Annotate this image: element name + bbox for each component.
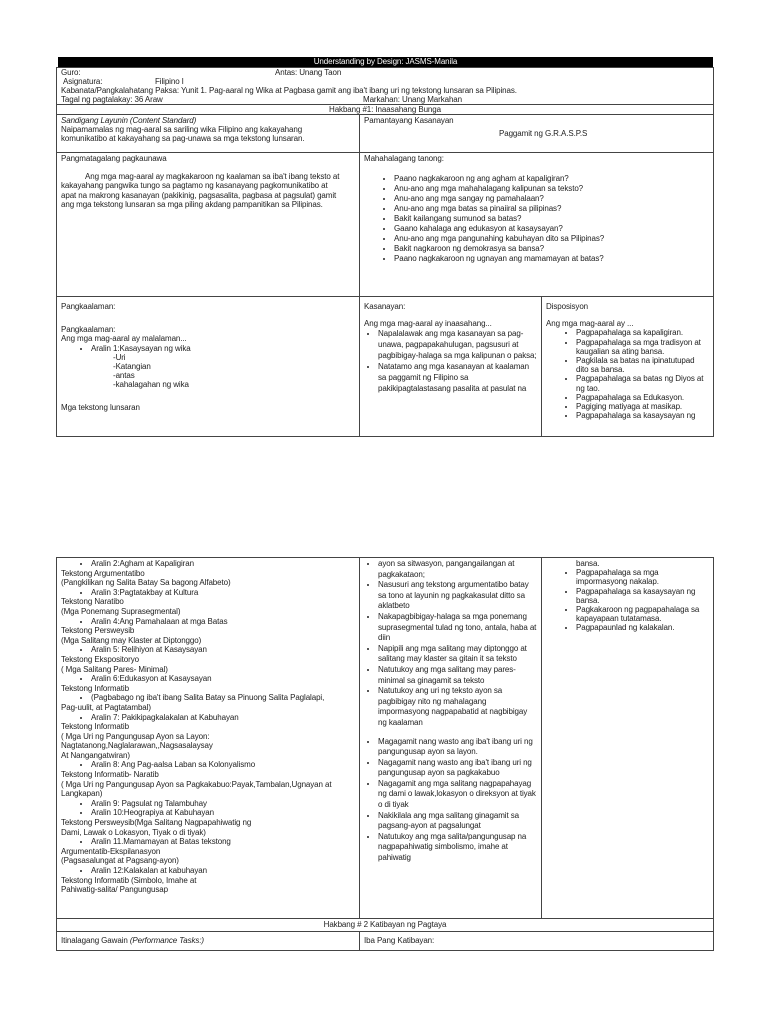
itinalagang-label: Itinalagang Gawain: [61, 936, 128, 945]
page-one: [56, 57, 714, 437]
list-item: • Anu-ano ang mga sangay ng pamahalaan?: [394, 194, 709, 204]
lesson-bullet-item: • Aralin 3:Pagtatakbay at Kultura: [91, 588, 355, 598]
mahalagang-cell: [360, 153, 713, 296]
lesson-bullet-item: • Aralin 4:Ang Pamahalaan at mga Batas: [91, 617, 355, 627]
lesson-line: Tekstong Persweysib(Mga Salitang Nagpapahiwatig ng: [61, 818, 252, 828]
pangkaalaman-cell: [57, 297, 360, 436]
pangmatagalang-line-3: apat na makrong kasanayan (pakikinig, pagsasalita, pagbasa at pagsulat) gamit: [61, 190, 337, 200]
sandigang-cell: [57, 115, 360, 152]
kasanayan-cell: [360, 297, 542, 436]
step1-title: Hakbang #1: Inaasahang Bunga: [329, 105, 441, 114]
lesson-line: (Mga Salitang may Klaster at Diptonggo): [61, 635, 202, 645]
iba-cell: [360, 932, 713, 950]
disposisyon-cell: [542, 297, 713, 436]
asignatura-value: Filipino I: [155, 77, 184, 86]
continued-row: [57, 558, 713, 918]
aralin-list: [61, 344, 355, 353]
lesson-line: Tekstong Informatib: [61, 683, 129, 693]
lesson-line: Tekstong Ekspositoryo: [61, 654, 139, 664]
lesson-line: (Mga Ponemang Suprasegmental): [61, 606, 181, 616]
pangmatagalang-label: Pangmatagalang pagkaunawa: [61, 154, 167, 163]
sub-item: -Katangian: [113, 362, 151, 372]
lesson-line: Argumentatib-Ekspilanasyon: [61, 846, 161, 856]
list-item: • Natutukoy ang mga salita/pangungusap na nagpapahiwatig simbolismo, imahe at pahiwatig: [378, 832, 537, 864]
disposisyon-label: Disposisyon: [546, 302, 589, 311]
lesson-line: Tekstong Naratibo: [61, 597, 124, 607]
antas-label: Antas: Unang Taon: [275, 68, 342, 77]
list-item: • Magagamit nang wasto ang iba't ibang uri ng pangungusap ayon sa layon.: [378, 737, 537, 758]
sub-item: -kahalagahan ng wika: [113, 380, 189, 390]
pangmatagalang-line-1: Ang mga mag-aaral ay magkakaroon ng kaalaman sa iba't ibang teksto at: [85, 172, 340, 182]
values-first: bansa.: [576, 559, 600, 568]
list-item: • Anu-ano ang mga pangunahing kabuhayan dito sa Pilipinas?: [394, 234, 709, 244]
standards-row: [57, 114, 713, 152]
kasanayan-list: [364, 328, 537, 394]
lesson-line: ( Mga Uri ng Pangungusap Ayon sa Pagkakabuo:Payak,Tambalan,Ugnayan at: [61, 779, 332, 789]
mahalagang-label: Mahahalagang tanong:: [364, 154, 444, 163]
lesson-line: Tekstong Persweysib: [61, 626, 135, 636]
lesson-line: Tekstong Informatib: [61, 722, 129, 732]
list-item: • Natatamo ang mga kasanayan at kaalaman sa paggamit ng Filipino sa pakikipagtalastasang pasalita at pasulat na: [378, 361, 537, 394]
list-item: • Pagiging matiyaga at masikap.: [576, 402, 709, 411]
list-item: • Bakit nagkaroon ng demokrasya sa bansa?: [394, 244, 709, 254]
pangkaalaman-label: Pangkaalaman:: [61, 302, 116, 311]
list-item: • Nakapagbibigay-halaga sa mga ponemang suprasegmental tulad ng tono, antala, haba at diin: [378, 612, 537, 644]
understanding-row: [57, 152, 713, 296]
continued-table: [56, 557, 714, 951]
list-item: • Napalalawak ang mga kasanayan sa pag-unawa, pagpapakahulugan, pagsusuri at pagbibigay-halaga sa mga kalipunan o paksa;: [378, 328, 537, 361]
tagal-label: Tagal ng pagtalakay: 36 Araw: [61, 95, 163, 104]
list-item: • Pagkilala sa batas na ipinatutupad dito sa bansa.: [576, 356, 709, 374]
pangkaalaman-label-2: Pangkaalaman:: [61, 325, 116, 335]
list-item: • ayon sa sitwasyon, pangangailangan at pagkakataon;: [378, 559, 537, 580]
itinalagang-cell: [57, 932, 360, 950]
kabanata-line: Kabanata/Pangkalahatang Paksa: Yunit 1. Pag-aaral ng Wika at Pagbasa gamit ang iba't ibang uri ng tekstong lunsaran sa Pilipinas.: [61, 86, 517, 95]
lesson-bullet-item: • Aralin 5: Relihiyon at Kasaysayan: [91, 645, 355, 655]
sandigang-label: Sandigang Layunin (Content Standard): [61, 116, 197, 125]
list-item: • Natutukoy ang uri ng teksto ayon sa pagbibigay nito ng mahalagang impormasyong nagpapabatid at nagbibigay ng kaalaman: [378, 686, 537, 728]
asignatura-row: [61, 77, 713, 86]
header-block: [56, 67, 714, 105]
pangmatagalang-line-4: ang mga tekstong lunsaran sa mga piling akdang pampanitikan sa Pilipinas.: [61, 199, 323, 209]
list-item: • Pagpapahalaga sa batas ng Diyos at ng tao.: [576, 374, 709, 392]
lesson-line: Tekstong Informatib- Naratib: [61, 770, 159, 780]
document-title: Understanding by Design: JASMS-Manila: [58, 57, 713, 67]
lesson-line: ( Mga Uri ng Pangungusap Ayon sa Layon:: [61, 731, 210, 741]
list-spacer: [378, 729, 537, 737]
list-item: • Bakit kailangang sumunod sa batas?: [394, 214, 709, 224]
disposisyon-list: [546, 328, 709, 420]
list-item: • Pagpapahalaga sa mga impormasyong nakalap.: [576, 568, 709, 586]
lesson-bullet-item: • Aralin 11.Mamamayan at Batas tekstong: [91, 837, 355, 847]
kasanayan-label: Kasanayan:: [364, 302, 406, 311]
values-cell: [542, 558, 713, 918]
values-list: [546, 568, 709, 632]
performance-row: [57, 931, 713, 950]
list-item: • Pagpapahalaga sa mga tradisyon at kaugalian sa ating bansa.: [576, 338, 709, 356]
list-item: • Pagpapaunlad ng kalakalan.: [576, 623, 709, 632]
list-item: • Gaano kahalaga ang edukasyon at kasaysayan?: [394, 224, 709, 234]
kasanayan-intro: Ang mga mag-aaral ay inaasahang...: [364, 319, 492, 329]
list-item: • Pagpapahalaga sa kapaligiran.: [576, 328, 709, 337]
list-item: • Nagagamit ang mga salitang nagpapahayag ng dami o lawak,lokasyon o direksyon at tiyak o di tiyak: [378, 779, 537, 811]
lesson-bullet-item: • Aralin 9: Pagsulat ng Talambuhay: [91, 799, 355, 809]
step1-section: [56, 105, 714, 437]
mga-teksto: Mga tekstong lunsaran: [61, 402, 140, 412]
itinalagang-ital: (Performance Tasks:): [129, 936, 205, 945]
pangkaalaman-intro: Ang mga mag-aaral ay malalaman...: [61, 334, 187, 344]
lesson-bullet-item: • Aralin 10:Heograpiya at Kabuhayan: [91, 808, 355, 818]
pangmatagalang-cell: [57, 153, 360, 296]
lesson-bullet-item: • Aralin 8: Ang Pag-aalsa Laban sa Kolonyalismo: [91, 760, 355, 770]
list-item: • Pagkakaroon ng pagpapahalaga sa kapayapaan tutatamasa.: [576, 605, 709, 623]
lesson-bullet-item: • (Pagbabago ng iba't ibang Salita Batay sa Pinuong Salita Paglalapi,: [91, 693, 355, 703]
list-item: • Nagagamit nang wasto ang iba't ibang uri ng pangungusap ayon sa pagkakabuo: [378, 758, 537, 779]
step2-title: Hakbang # 2 Katibayan ng Pagtaya: [57, 918, 713, 931]
list-item: • Nasusuri ang tekstong argumentatibo batay sa tono at layunin ng pagkakasulat ditto sa aklatbeto: [378, 580, 537, 612]
disposisyon-intro: Ang mga mag-aaral ay ...: [546, 319, 634, 329]
list-item: • Anu-ano ang mga batas sa pinaiiral sa pilipinas?: [394, 204, 709, 214]
list-item: • Paano nagkakaroon ng ang agham at kapaligiran?: [394, 174, 709, 184]
asignatura-label: Asignatura:: [63, 77, 103, 86]
sandigang-text-2: komunikatibo at kakayahang sa pag-unawa sa mga tekstong lunsaran.: [61, 134, 305, 144]
lesson-line: At Nangangatwiran): [61, 750, 130, 760]
iba-label: Iba Pang Katibayan:: [364, 936, 435, 945]
skills-list: [364, 559, 537, 864]
lesson-line: Nagtatanong,Naglalarawan,,Nagsasalaysay: [61, 741, 213, 751]
list-item: • Pagpapahalaga sa kasaysayan ng bansa.: [576, 587, 709, 605]
markahan-label: Markahan: Unang Markahan: [363, 95, 462, 104]
page-two: [56, 557, 714, 951]
lesson-line: Tekstong Argumentatibo: [61, 568, 145, 578]
guro-row: [61, 68, 713, 77]
pamantayan-label: Pamantayang Kasanayan: [364, 116, 454, 125]
skills-cell: [360, 558, 542, 918]
tagal-row: [61, 95, 713, 104]
lesson-line: Langkapan): [61, 789, 103, 799]
sub-item: -antas: [113, 371, 135, 381]
sub-item: -Uri: [113, 352, 126, 362]
lesson-line: Dami, Lawak o Lokasyon, Tiyak o di tiyak): [61, 827, 206, 837]
knowledge-row: [57, 296, 713, 436]
list-item: • Napipili ang mga salitang may diptonggo at salitang may klaster sa gitain it sa teksto: [378, 644, 537, 665]
pamantayan-value: Paggamit ng G.R.A.S.P.S: [499, 129, 588, 139]
lesson-bullet-item: • Aralin 12:Kalakalan at kabuhayan: [91, 866, 355, 876]
lesson-bullet-item: • Aralin 6:Edukasyon at Kasaysayan: [91, 674, 355, 684]
list-item: • Nakikilala ang mga salitang ginagamit sa pagsang-ayon at pagsalungat: [378, 811, 537, 832]
list-item: • Aralin 1:Kasaysayan ng wika: [91, 344, 355, 353]
lesson-bullet-item: • Aralin 2:Agham at Kapaligiran: [91, 559, 355, 569]
lesson-line: (Pagsasalungat at Pagsang-ayon): [61, 856, 179, 866]
lesson-line: ( Mga Salitang Pares- Minimal): [61, 664, 168, 674]
lesson-line: Pag-uulit, at Pagtatambal): [61, 702, 151, 712]
list-item: • Paano nagkakaroon ng ugnayan ang mamamayan at batas?: [394, 254, 709, 264]
guro-label: Guro:: [61, 68, 81, 77]
pangmatagalang-line-2: kakayahang pangwika tungo sa pagtamo ng kasanayang pagkomunikatibo at: [61, 181, 328, 191]
lessons-list: [61, 559, 355, 895]
sandigang-text-1: Naipamamalas ng mag-aaral sa sariling wika Filipino ang kakayahang: [61, 125, 303, 135]
lessons-cell: [57, 558, 360, 918]
lesson-line: (Pangkilikan ng Salita Batay Sa bagong Alfabeto): [61, 578, 231, 588]
list-item: • Anu-ano ang mga mahahalagang kalipunan sa teksto?: [394, 184, 709, 194]
list-item: • Natutukoy ang mga salitang may pares-minimal sa ginagamit sa teksto: [378, 665, 537, 686]
pamantayan-cell: [360, 115, 713, 152]
lesson-line: Pahiwatig-salita/ Pangungusap: [61, 885, 168, 895]
lesson-bullet-item: • Aralin 7: Pakikipagkalakalan at Kabuhayan: [91, 713, 355, 723]
list-item: • Pagpapahalaga sa Edukasyon.: [576, 393, 709, 402]
tanong-list: [364, 174, 709, 264]
lesson-line: Tekstong Informatib (Simbolo, Imahe at: [61, 875, 197, 885]
list-item: • Pagpapahalaga sa kasaysayan ng: [576, 411, 709, 420]
